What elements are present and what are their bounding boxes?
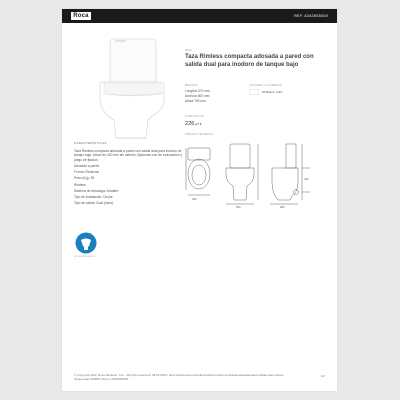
- svg-text:420: 420: [304, 178, 309, 181]
- measure-width: Anchura 600 mm.: [185, 94, 211, 98]
- page-number: 1/2: [320, 374, 325, 378]
- price-label: PVPR SIN IVA: [185, 115, 204, 118]
- footer-copyright: © Copyright 2022, Roca Sanitario, S.A. - All rights reserved | 09.03.2022 | https://www.roca.es/productos/taza-rimless-compacta-adosada-pared-salida-dual-inodoro-tanque-bajo-342854 | Ref.no A3428S5000: [74, 373, 285, 381]
- brand-logo: Roca: [71, 12, 91, 20]
- characteristic-item: Rimless: [74, 182, 86, 187]
- svg-text:600: 600: [280, 206, 285, 209]
- characteristics-heading: CARACTERÍSTICAS: [74, 141, 107, 145]
- product-title: Taza Rimless compacta adosada a pared con salida dual para inodoro de tanque bajo: [185, 54, 314, 68]
- measure-length: Longitud 370 mm.: [185, 89, 211, 93]
- price-value: 226,27 €: [185, 121, 202, 127]
- technical-drawings-label: DIBUJOS TÉCNICOS: [185, 133, 213, 136]
- color-swatch: [249, 89, 259, 95]
- svg-text:360: 360: [192, 198, 197, 201]
- measure-height: Altura 790 mm.: [185, 99, 207, 103]
- badge-caption: SISTEMA RIMLESS: [74, 256, 96, 258]
- rimless-badge-icon: [75, 232, 97, 254]
- product-reference: REF. A3428S5000: [294, 14, 328, 18]
- measures-label: MEDIDAS: [185, 84, 198, 87]
- characteristic-item: Adosado a pared: [74, 164, 100, 169]
- characteristic-description: Taza Rimless compacta adosada a pared con salida dual para inodoro de tanque bajo. Altura de 420 mm sin asiento, fijaciones con de evacuación y juego de fijación.: [74, 149, 183, 162]
- product-sheet: [62, 9, 337, 391]
- characteristic-item: Peso (Kg): 35: [74, 176, 95, 181]
- color-name: 00 Blanco brillo: [262, 90, 283, 94]
- svg-text:360: 360: [236, 206, 241, 209]
- characteristic-item: Tipo de salida: Dual (vario): [74, 201, 114, 206]
- characteristics-list: [74, 149, 184, 207]
- toilet-product-image: [76, 36, 176, 144]
- technical-drawings: [184, 140, 330, 210]
- characteristic-item: Sistema de descarga: Arrastre: [74, 188, 119, 193]
- colors-label: COLORES Y ACABADOS: [249, 84, 282, 87]
- header-bar: [62, 9, 337, 23]
- collection-name: ONA: [185, 48, 192, 52]
- characteristic-item: Tipo de instalación: De pie: [74, 195, 113, 200]
- characteristic-item: Forma: Redonda: [74, 170, 99, 175]
